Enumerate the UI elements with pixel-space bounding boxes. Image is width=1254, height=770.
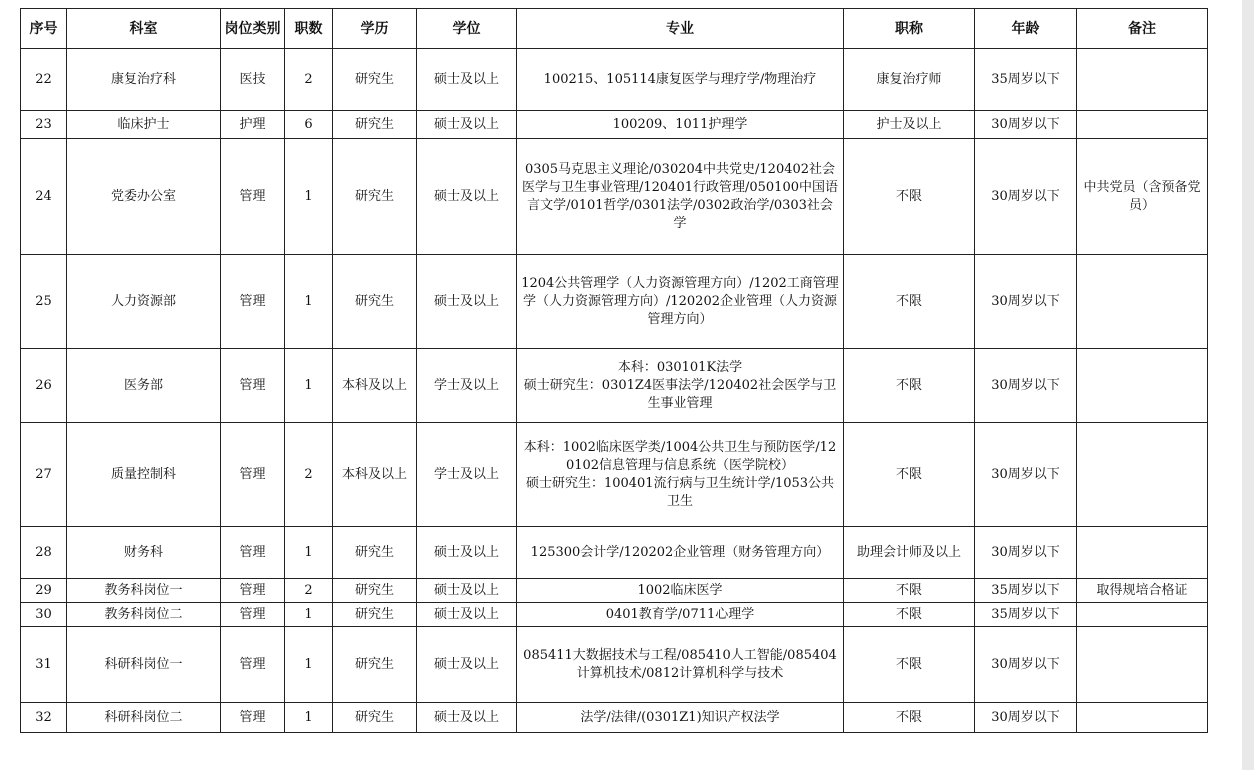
cell-dept: 康复治疗科 [67, 49, 221, 111]
cell-major: 125300会计学/120202企业管理（财务管理方向） [517, 527, 844, 579]
cell-note [1077, 111, 1208, 139]
header-count: 职数 [285, 9, 333, 49]
table-row [21, 423, 1208, 527]
cell-dept: 临床护士 [67, 111, 221, 139]
cell-dept: 质量控制科 [67, 423, 221, 527]
header-category: 岗位类别 [221, 9, 285, 49]
cell-age: 30周岁以下 [975, 349, 1077, 423]
cell-count: 2 [285, 423, 333, 527]
cell-dept: 科研科岗位一 [67, 627, 221, 703]
cell-no: 30 [21, 603, 67, 627]
cell-degree: 硕士及以上 [417, 703, 517, 733]
cell-count: 6 [285, 111, 333, 139]
header-row [21, 9, 1208, 49]
cell-age: 30周岁以下 [975, 139, 1077, 255]
cell-no: 31 [21, 627, 67, 703]
header-education: 学历 [333, 9, 417, 49]
cell-no: 32 [21, 703, 67, 733]
header-title: 职称 [844, 9, 975, 49]
cell-dept: 科研科岗位二 [67, 703, 221, 733]
cell-dept: 教务科岗位二 [67, 603, 221, 627]
cell-dept: 党委办公室 [67, 139, 221, 255]
cell-major: 0401教育学/0711心理学 [517, 603, 844, 627]
cell-no: 26 [21, 349, 67, 423]
cell-category: 护理 [221, 111, 285, 139]
cell-note [1077, 349, 1208, 423]
cell-count: 2 [285, 49, 333, 111]
cell-degree: 硕士及以上 [417, 527, 517, 579]
cell-degree: 硕士及以上 [417, 255, 517, 349]
cell-category: 医技 [221, 49, 285, 111]
cell-count: 1 [285, 603, 333, 627]
cell-dept: 财务科 [67, 527, 221, 579]
cell-note [1077, 255, 1208, 349]
cell-major: 100209、1011护理学 [517, 111, 844, 139]
table-row [21, 603, 1208, 627]
header-major: 专业 [517, 9, 844, 49]
cell-major: 0305马克思主义理论/030204中共党史/120402社会医学与卫生事业管理/120401行政管理/050100中国语言文学/0101哲学/0301法学/0302政治学/0303社会学 [517, 139, 844, 255]
cell-degree: 硕士及以上 [417, 603, 517, 627]
header-degree: 学位 [417, 9, 517, 49]
cell-category: 管理 [221, 603, 285, 627]
cell-degree: 硕士及以上 [417, 111, 517, 139]
table-row [21, 111, 1208, 139]
cell-no: 28 [21, 527, 67, 579]
cell-major: 085411大数据技术与工程/085410人工智能/085404计算机技术/0812计算机科学与技术 [517, 627, 844, 703]
header-note: 备注 [1077, 9, 1208, 49]
cell-degree: 学士及以上 [417, 423, 517, 527]
cell-category: 管理 [221, 139, 285, 255]
cell-note [1077, 527, 1208, 579]
cell-category: 管理 [221, 349, 285, 423]
recruitment-table [20, 8, 1208, 733]
cell-no: 25 [21, 255, 67, 349]
cell-education: 本科及以上 [333, 423, 417, 527]
cell-dept: 人力资源部 [67, 255, 221, 349]
cell-title: 不限 [844, 139, 975, 255]
cell-major: 1204公共管理学（人力资源管理方向）/1202工商管理学（人力资源管理方向）/120202企业管理（人力资源管理方向） [517, 255, 844, 349]
header-age: 年龄 [975, 9, 1077, 49]
cell-degree: 硕士及以上 [417, 49, 517, 111]
cell-category: 管理 [221, 703, 285, 733]
cell-note: 取得规培合格证 [1077, 579, 1208, 603]
cell-title: 助理会计师及以上 [844, 527, 975, 579]
table-row [21, 579, 1208, 603]
table-row [21, 527, 1208, 579]
cell-no: 22 [21, 49, 67, 111]
cell-count: 1 [285, 527, 333, 579]
cell-degree: 硕士及以上 [417, 139, 517, 255]
cell-age: 30周岁以下 [975, 255, 1077, 349]
header-no: 序号 [21, 9, 67, 49]
cell-no: 24 [21, 139, 67, 255]
cell-category: 管理 [221, 255, 285, 349]
cell-note [1077, 49, 1208, 111]
cell-age: 30周岁以下 [975, 111, 1077, 139]
cell-education: 本科及以上 [333, 349, 417, 423]
cell-no: 23 [21, 111, 67, 139]
cell-count: 1 [285, 255, 333, 349]
page-scroll-edge [1242, 0, 1254, 770]
cell-title: 不限 [844, 255, 975, 349]
cell-title: 护士及以上 [844, 111, 975, 139]
cell-education: 研究生 [333, 579, 417, 603]
cell-category: 管理 [221, 527, 285, 579]
cell-title: 不限 [844, 349, 975, 423]
cell-count: 2 [285, 579, 333, 603]
table-row [21, 139, 1208, 255]
table-row [21, 349, 1208, 423]
cell-major: 本科：1002临床医学类/1004公共卫生与预防医学/120102信息管理与信息系统（医学院校） 硕士研究生：100401流行病与卫生统计学/1053公共卫生 [517, 423, 844, 527]
cell-note [1077, 603, 1208, 627]
cell-degree: 硕士及以上 [417, 579, 517, 603]
table-row [21, 703, 1208, 733]
cell-count: 1 [285, 139, 333, 255]
cell-age: 30周岁以下 [975, 703, 1077, 733]
cell-note [1077, 703, 1208, 733]
cell-major: 1002临床医学 [517, 579, 844, 603]
cell-title: 不限 [844, 579, 975, 603]
cell-age: 35周岁以下 [975, 49, 1077, 111]
cell-education: 研究生 [333, 703, 417, 733]
cell-count: 1 [285, 703, 333, 733]
cell-dept: 医务部 [67, 349, 221, 423]
cell-age: 35周岁以下 [975, 579, 1077, 603]
cell-education: 研究生 [333, 627, 417, 703]
cell-age: 35周岁以下 [975, 603, 1077, 627]
cell-education: 研究生 [333, 603, 417, 627]
cell-count: 1 [285, 627, 333, 703]
cell-category: 管理 [221, 579, 285, 603]
cell-note [1077, 627, 1208, 703]
table-row [21, 49, 1208, 111]
cell-education: 研究生 [333, 139, 417, 255]
cell-note: 中共党员（含预备党员） [1077, 139, 1208, 255]
cell-major: 本科：030101K法学 硕士研究生：0301Z4医事法学/120402社会医学与卫生事业管理 [517, 349, 844, 423]
cell-education: 研究生 [333, 527, 417, 579]
cell-no: 27 [21, 423, 67, 527]
cell-education: 研究生 [333, 49, 417, 111]
table-row [21, 627, 1208, 703]
cell-title: 不限 [844, 423, 975, 527]
cell-title: 不限 [844, 603, 975, 627]
cell-major: 法学/法律/(0301Z1)知识产权法学 [517, 703, 844, 733]
cell-no: 29 [21, 579, 67, 603]
cell-note [1077, 423, 1208, 527]
cell-age: 30周岁以下 [975, 527, 1077, 579]
cell-degree: 硕士及以上 [417, 627, 517, 703]
cell-age: 30周岁以下 [975, 423, 1077, 527]
table-row [21, 255, 1208, 349]
cell-count: 1 [285, 349, 333, 423]
cell-title: 康复治疗师 [844, 49, 975, 111]
cell-degree: 学士及以上 [417, 349, 517, 423]
cell-education: 研究生 [333, 255, 417, 349]
cell-category: 管理 [221, 423, 285, 527]
cell-title: 不限 [844, 627, 975, 703]
cell-education: 研究生 [333, 111, 417, 139]
cell-age: 30周岁以下 [975, 627, 1077, 703]
cell-category: 管理 [221, 627, 285, 703]
cell-title: 不限 [844, 703, 975, 733]
header-dept: 科室 [67, 9, 221, 49]
cell-major: 100215、105114康复医学与理疗学/物理治疗 [517, 49, 844, 111]
cell-dept: 教务科岗位一 [67, 579, 221, 603]
